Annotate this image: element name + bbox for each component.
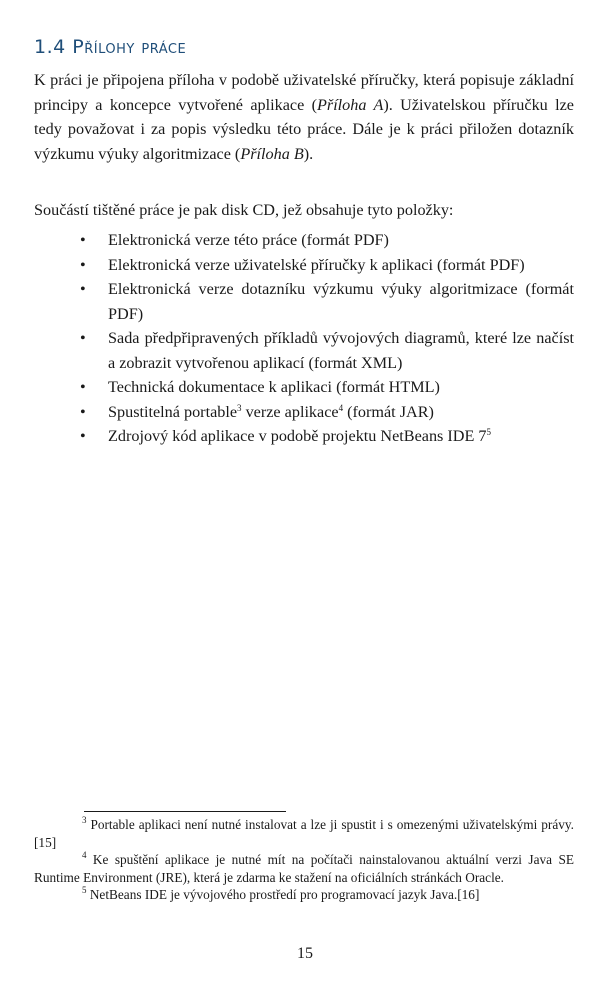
list-item xyxy=(80,253,574,278)
appendix-a-reference: Příloha A xyxy=(317,95,384,114)
footnote-text: Ke spuštění aplikace je nutné mít na počítači nainstalovanou aktuální verzi Java SE Runtime Environment (JRE), která je zdarma ke stažení na oficiálních stránkách Oracle. xyxy=(34,852,574,885)
bullet-icon: • xyxy=(80,231,86,249)
bullet-icon: • xyxy=(80,255,86,274)
list-item-text: Elektronická verze této práce (formát PDF) xyxy=(108,231,389,249)
intro-text-3: ). xyxy=(303,144,314,163)
list-item-text: Elektronická verze dotazníku výzkumu výuky algoritmizace (formát PDF) xyxy=(108,280,574,323)
appendix-b-reference: Příloha B xyxy=(240,144,304,163)
bullet-icon: • xyxy=(80,280,86,298)
list-item xyxy=(80,277,574,326)
list-item xyxy=(80,326,574,375)
list-item-text: Spustitelná portable xyxy=(108,402,238,421)
bullet-icon: • xyxy=(80,427,86,445)
bullet-icon: • xyxy=(80,378,86,396)
footnote-divider xyxy=(84,811,286,812)
footnote-ref-5: 5 xyxy=(486,427,492,437)
list-item xyxy=(80,228,574,253)
intro-text-2: ). Uživatelskou příručku lze tedy považovat i za popis výsledku této práce. Dále je k práci přiložen dotazník výzkumu výuky algoritmizace ( xyxy=(34,95,574,163)
list-item-text: Elektronická verze uživatelské příručky k aplikaci (formát PDF) xyxy=(108,255,525,274)
list-item xyxy=(80,400,574,425)
cd-contents-list xyxy=(80,228,574,449)
intro-paragraph xyxy=(34,68,574,166)
footnote-ref-3: 3 xyxy=(237,402,242,413)
list-item-text: Technická dokumentace k aplikaci (formát HTML) xyxy=(108,378,440,396)
cd-contents-lead: Součástí tištěné práce je pak disk CD, jež obsahuje tyto položky: xyxy=(34,201,454,219)
footnote-5 xyxy=(34,886,574,904)
bullet-icon: • xyxy=(80,402,86,421)
footnotes xyxy=(34,816,574,904)
footnote-text: Portable aplikaci není nutné instalovat a lze ji spustit i s omezenými uživatelskými právy.[15] xyxy=(34,817,574,850)
footnote-mark: 5 xyxy=(82,885,87,895)
section-title-initial: P xyxy=(72,36,85,58)
section-number: 1.4 xyxy=(34,36,66,58)
section-title-rest: řílohy práce xyxy=(84,36,187,58)
list-item-text: verze aplikace xyxy=(241,402,339,421)
footnote-4 xyxy=(34,851,574,886)
list-item-text: Sada předpřipravených příkladů vývojových diagramů, které lze načíst a zobrazit vytvořenou aplikací (formát XML) xyxy=(108,329,574,372)
page-number: 15 xyxy=(297,945,313,962)
footnote-3 xyxy=(34,816,574,851)
list-item xyxy=(80,375,574,400)
bullet-icon: • xyxy=(80,329,86,347)
section-heading xyxy=(34,36,186,58)
footnote-ref-4: 4 xyxy=(338,402,344,413)
list-item-text: Zdrojový kód aplikace v podobě projektu NetBeans IDE 7 xyxy=(108,427,487,445)
list-item-text: (formát JAR) xyxy=(343,402,434,421)
footnote-text: NetBeans IDE je vývojového prostředí pro programovací jazyk Java.[16] xyxy=(86,887,480,902)
footnote-mark: 4 xyxy=(82,850,87,860)
footnote-mark: 3 xyxy=(82,815,87,825)
list-item xyxy=(80,424,574,449)
intro-text-1: K práci je připojena příloha v podobě uživatelské příručky, která popisuje základní principy a koncepce vytvořené aplikace ( xyxy=(34,71,574,114)
